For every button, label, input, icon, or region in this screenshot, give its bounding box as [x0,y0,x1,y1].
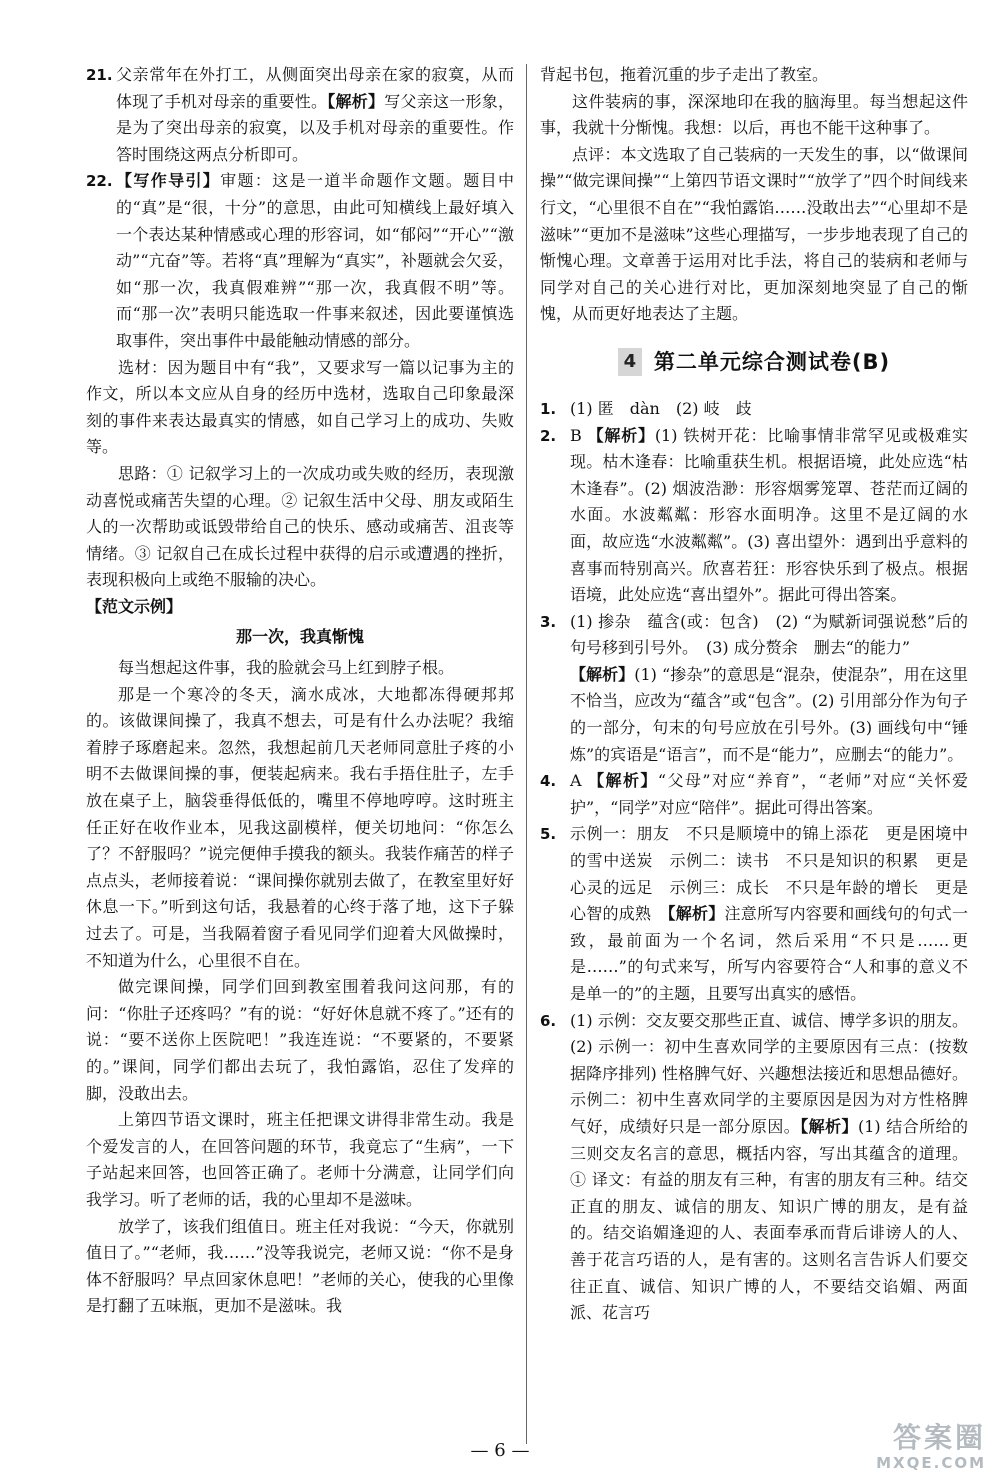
essay-paragraph: 放学了，该我们组值日。班主任对我说：“今天，你就别值日了。”“老师，我……”没等我说完，老师又说：“你不是身体不舒服吗？早点回家休息吧！”老师的关心，使我的心里像是打翻了五味瓶，更加不是滋味。我 [86,1216,514,1316]
analysis-text: 注意所写内容要和画线句的句式一致，最前面为一个名词，然后采用“不只是……更是……”的句式来写，所写内容要符合“人和事的意义不是单一的”的主题，且要写出真实的感悟。 [570,904,968,1003]
question-number: 21. [86,66,113,84]
answer-3 [540,609,968,769]
approach-paragraph: 思路：① 记叙学习上的一次成功或失败的经历，表现激动喜悦或痛苦失望的心理。② 记叙生活中父母、朋友或陌生人的一次帮助或诋毁带给自己的快乐、感动或痛苦、沮丧等情绪。③ 记叙自己在成长过程中获得的启示或遭遇的挫折，表现积极向上或绝不服输的决心。 [86,463,514,590]
essay-paragraph: 那是一个寒冷的冬天，滴水成冰，大地都冻得硬邦邦的。该做课间操了，我真不想去，可是有什么办法呢？我缩着脖子琢磨起来。忽然，我想起前几天老师同意肚子疼的小明不去做课间操的事，便装起病来。我右手捂住肚子，左手放在桌子上，脑袋垂得低低的，嘴里不停地哼哼。这时班主任正好在收作业本，见我这副模样，便关切地问：“你怎么了？不舒服吗？”说完便伸手摸我的额头。我装作痛苦的样子点点头，老师接着说：“课间操你就别去做了，在教室里好好休息一下。”听到这句话，我悬着的心终于落了地，这下子躲过去了。可是，当我隔着窗子看见同学们迎着大风做操时，不知道为什么，心里很不自在。 [86,684,514,970]
answer-4 [540,768,968,821]
essay-title: 那一次，我真惭愧 [235,627,364,647]
essay-paragraph: 做完课间操，同学们回到教室围着我问这问那，有的问：“你肚子还疼吗？”有的说：“好好休息就不疼了。”还有的说：“要不送你上医院吧！”我连连说：“不要紧的，不要紧的。”课间，同学们都出去玩了，我怕露馅，忍住了发痒的脚，没敢出去。 [86,977,514,1103]
analysis-tag: 【解析】 [667,904,725,924]
material-paragraph: 选材：因为题目中有“我”，又要求写一篇以记事为主的作文，所以本文应从自身的经历中选材，选取自己印象最深刻的事件来表达最真实的情感，如自己学习上的成功、失败等。 [86,357,514,457]
question-number: 2. [540,426,557,445]
answer-21 [86,62,514,168]
analysis-text: “父母”对应“养育”，“老师”对应“关怀爱护”，“同学”对应“陪伴”。据此可得出答案。 [570,771,968,817]
analysis-tag: 【解析】 [587,425,655,445]
answer-1 [540,396,968,423]
analysis-tag: 【解析】 [800,1116,858,1136]
column-divider [526,64,527,1444]
answer-6 [540,1008,968,1327]
analysis-tag: 【解析】 [588,771,658,791]
sample-essay-label: 【范文示例】 [86,596,183,616]
essay-paragraph: 上第四节语文课时，班主任把课文讲得非常生动。我是个爱发言的人，在回答问题的环节，我竟忘了“生病”，一下子站起来回答，也回答正确了。老师十分满意，让同学们向我学习。听了老师的话，我的心里却不是滋味。 [86,1110,514,1209]
question-number: 4. [540,772,557,791]
question-number: 3. [540,612,557,631]
essay-paragraph: 每当想起这件事，我的脸就会马上红到脖子根。 [118,658,455,678]
question-number: 22. [86,172,113,191]
section-header [540,348,968,376]
section-title: 第二单元综合测试卷(B) [653,349,891,374]
review-paragraph: 审题：这是一道半命题作文题。题目中的“真”是“很，十分”的意思，由此可知横线上最好填入一个表达某种情感或心理的形容词，如“郁闷”“开心”“激动”“亢奋”等。若将“真”理解为“真实”，补题就会欠妥，如“那一次，我真假难辨”“那一次，我真假不明”等。而“那一次”表明只能选取一件事来叙述，因此要谨慎选取事件，突出事件中最能触动情感的部分。 [116,171,514,350]
analysis-text: 写父亲这一形象，是为了突出母亲的寂寞，以及手机对母亲的重要性。作答时围绕这两点分析即可。 [116,91,514,164]
answer-2 [540,423,968,609]
answer-22 [86,168,514,354]
analysis-text: (1) 结合所给的三则交友名言的意思，概括内容，写出其蕴含的道理。① 译文：有益的朋友有三种，有害的朋友有三种。结交正直的朋友、诚信的朋友、知识广博的朋友，是有益的。结交谄媚逢迎的人、表面奉承而背后诽谤人的人、善于花言巧语的人，是有害的。这则名言告诉人们要交往正直、诚信、知识广博的人，不要结交谄媚、两面派、花言巧 [570,1116,968,1323]
question-number: 1. [540,399,557,418]
question-number: 5. [540,825,557,844]
question-number: 6. [540,1011,557,1030]
answer-text: 父亲常年在外打工，从侧面突出母亲在家的寂寞，从而体现了手机对母亲的重要性。 [116,65,514,111]
analysis-text: (1) “掺杂”的意思是“混杂，使混杂”，用在这里不恰当，应改为“蕴含”或“包含”。(2) 引用部分作为句子的一部分，句末的句号应放在引号外。(3) 画线句中“锤炼”的宾语是“语言”，而不是“能力”，应删去“的能力”。 [570,664,968,764]
analysis-tag: 【解析】 [327,91,385,111]
right-column [540,62,968,1327]
site-watermark [776,1422,986,1476]
answer-text: A [570,771,582,791]
left-column [86,62,514,1320]
answer-5 [540,821,968,1007]
essay-continuation: 背起书包，拖着沉重的步子走出了教室。 [540,65,829,84]
writing-guide-tag: 【写作导引】 [116,171,221,191]
answer-text: (1) 示例：交友要交那些正直、诚信、博学多识的朋友。(2) 示例一：初中生喜欢同学的主要原因有三点：(按数据降序排列) 性格脾气好、兴趣想法接近和思想品德好。示例二：初中生喜欢同学的主要原因是因为对方性格脾气好，成绩好只是一部分原因。 [570,1010,968,1136]
section-number-badge: 4 [618,348,642,376]
answer-text: (1) 匿 dàn (2) 岐 歧 [570,398,752,418]
essay-comment: 点评：本文选取了自己装病的一天发生的事，以“做课间操”“做完课间操”“上第四节语文课时”“放学了”四个时间线来行文，“心里很不自在”“我怕露馅……没敢出去”“心里却不是滋味”“更加不是滋味”这些心理描写，一步步地表现了自己的惭愧心理。文章善于运用对比手法，将自己的装病和老师与同学对自己的关心进行对比，更加深刻地突显了自己的惭愧，从而更好地表达了主题。 [540,144,968,324]
page-number: — 6 — [470,1440,530,1461]
answer-text: 示例一：朋友 不只是顺境中的锦上添花 更是困境中的雪中送炭 示例二：读书 不只是知识的积累 更是心灵的远足 示例三：成长 不只是年龄的增长 更是心智的成熟 [570,824,968,924]
watermark-sub: MXQE.COM [876,1454,986,1472]
analysis-text: (1) 铁树开花：比喻事情非常罕见或极难实现。枯木逢春：比喻重获生机。根据语境，此处应选“枯木逢春”。(2) 烟波浩渺：形容烟雾笼罩、苍茫而辽阔的水面。水波粼粼：形容水面明净。这里不是辽阔的水面，故应选“水波粼粼”。(3) 喜出望外：遇到出乎意料的喜事而特别高兴。欣喜若狂：形容快乐到了极点。根据语境，此处应选“喜出望外”。据此可得出答案。 [570,425,968,605]
watermark-main: 答案圈 [892,1421,986,1454]
answer-text: (1) 掺杂 蕴含(或：包含) (2) “为赋新词强说愁”后的句号移到引号外。 (3) 成分赘余 删去“的能力” [570,611,968,658]
analysis-tag: 【解析】 [570,664,635,684]
essay-paragraph: 这件装病的事，深深地印在我的脑海里。每当想起这件事，我就十分惭愧。我想：以后，再也不能干这种事了。 [540,91,968,138]
answer-text: B [570,425,582,445]
